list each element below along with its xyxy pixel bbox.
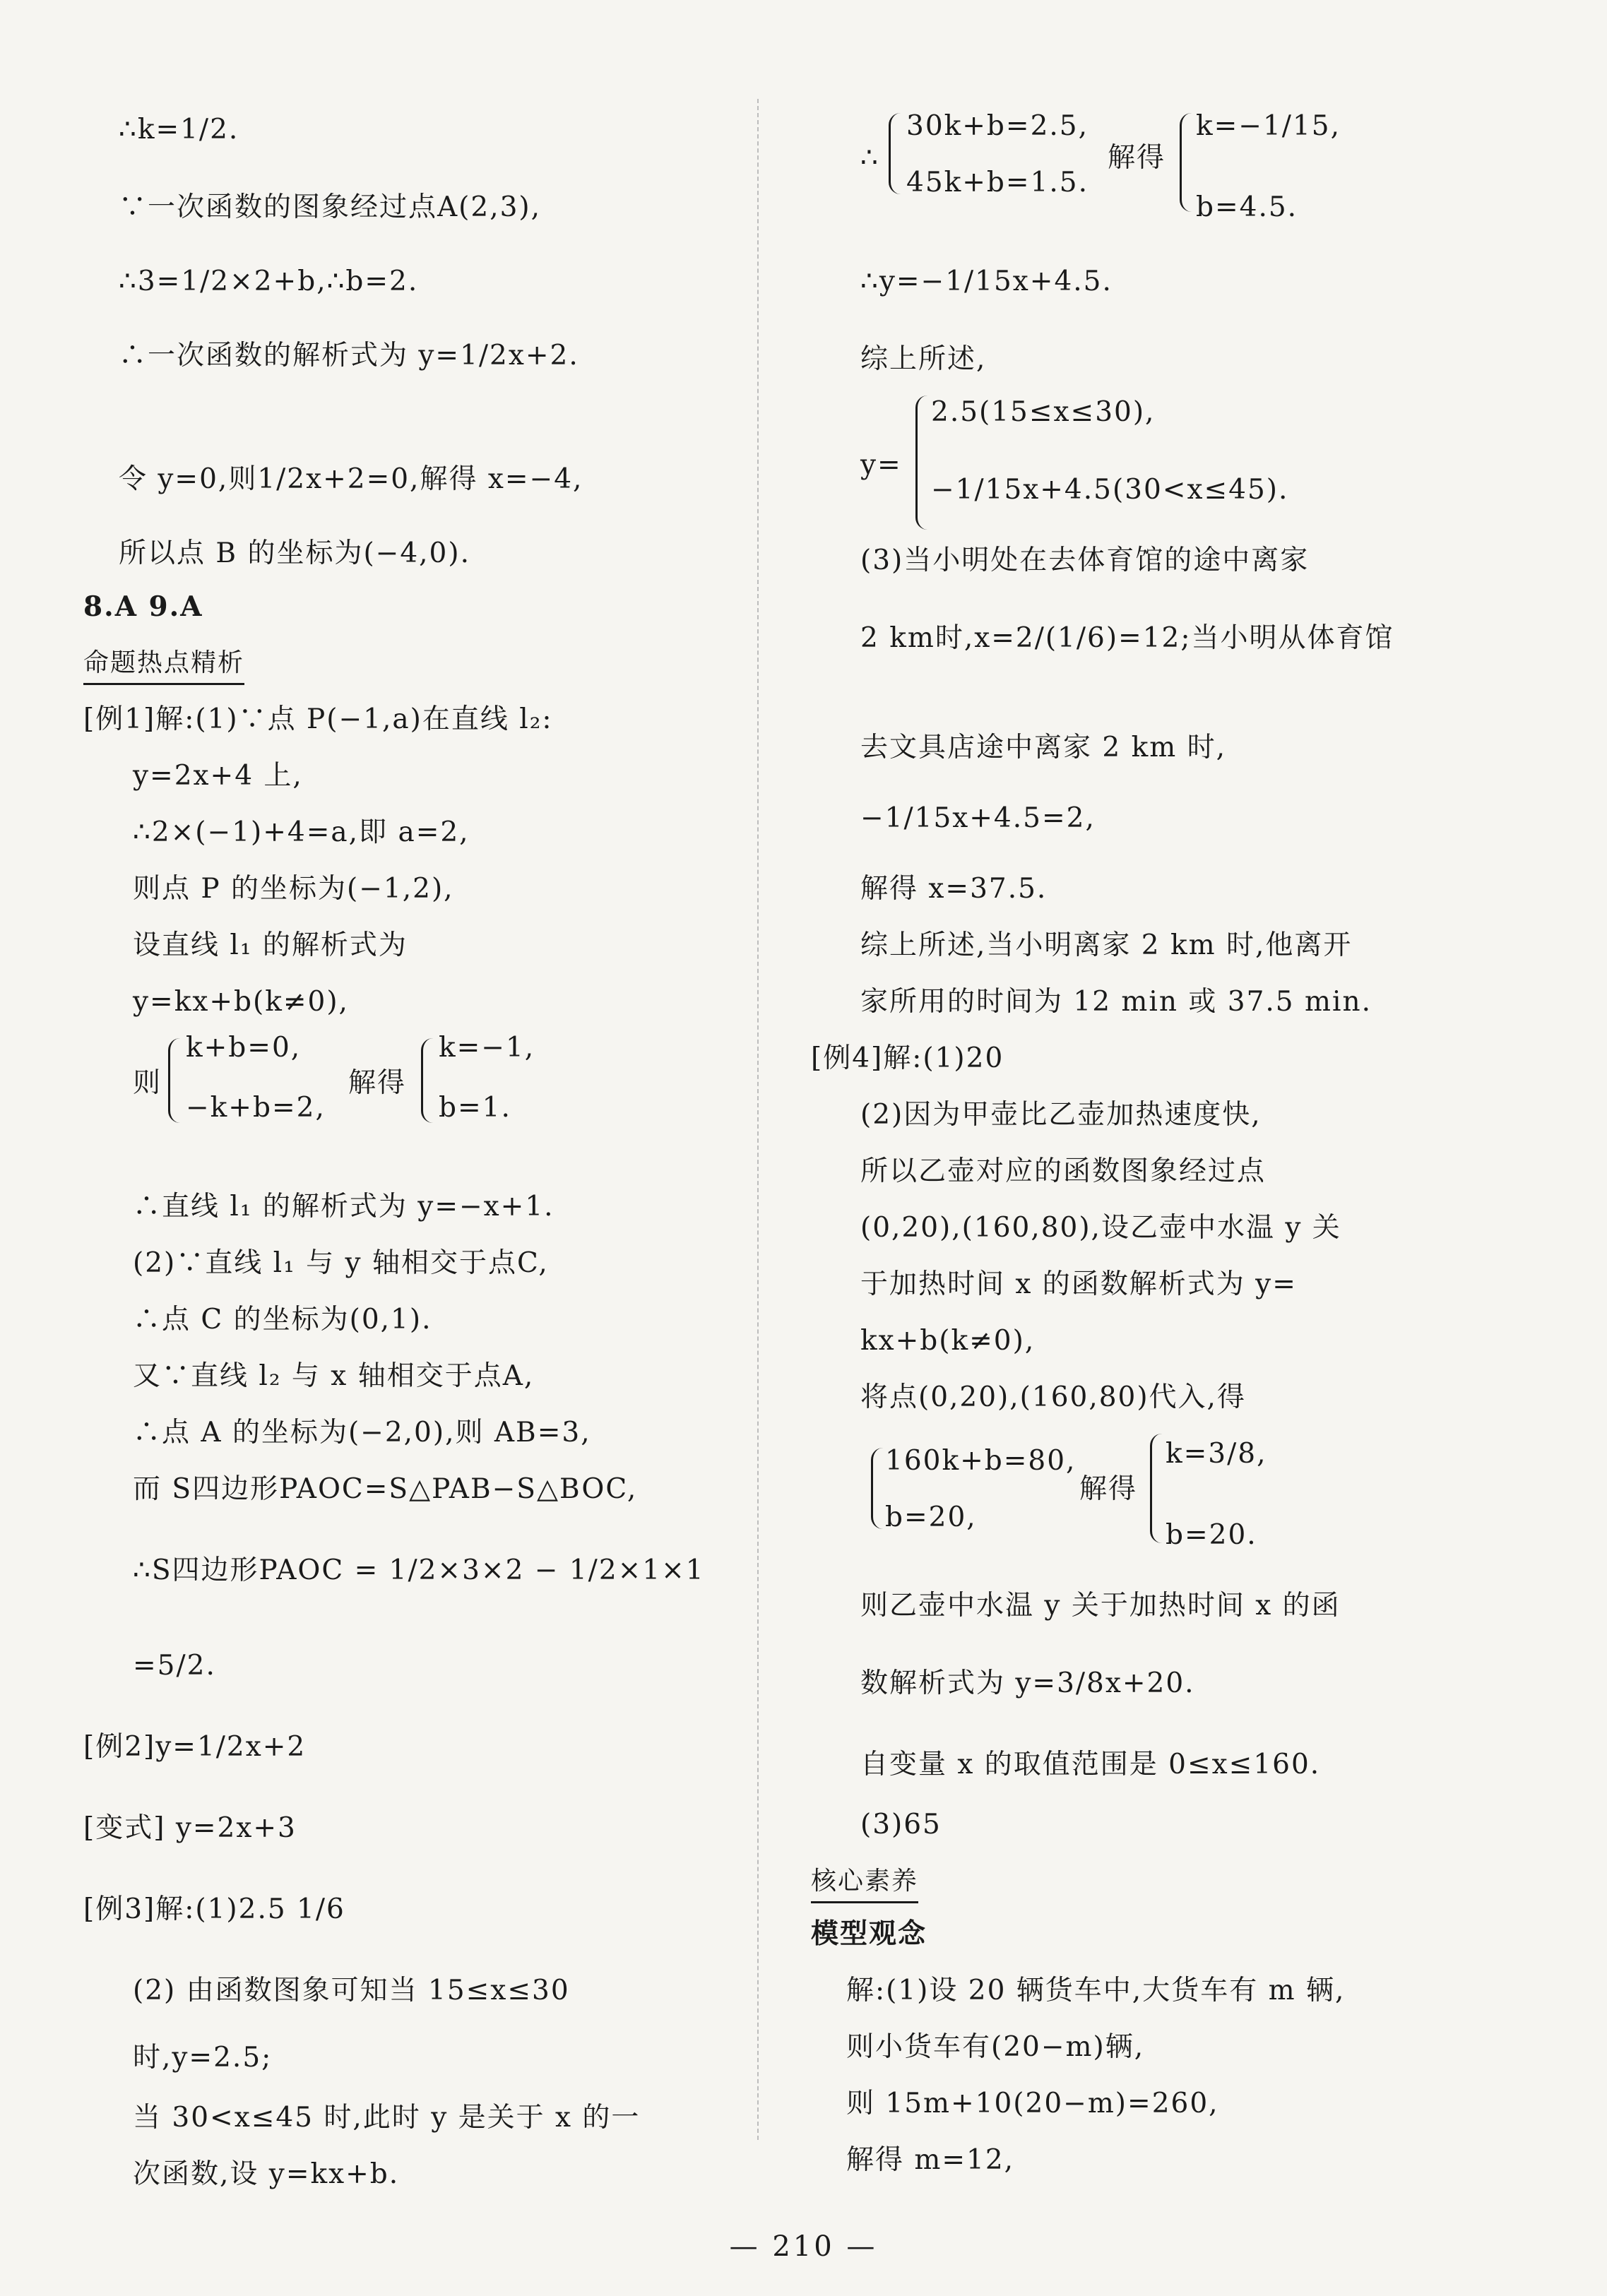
text-line: (2)∵直线 l₁ 与 y 轴相交于点C,: [133, 1247, 549, 1279]
text-line: 所以点 B 的坐标为(−4,0).: [119, 537, 470, 569]
text-line: 当 30<x≤45 时,此时 y 是关于 x 的一: [133, 2102, 641, 2134]
text-line: (2)因为甲壶比乙壶加热速度快,: [860, 1099, 1262, 1131]
text-line: 家所用的时间为 12 min 或 37.5 min.: [860, 986, 1372, 1018]
example-1-line: [例1]解:(1)∵点 P(−1,a)在直线 l₂:: [83, 703, 553, 735]
section-heading: 核心素养: [811, 1864, 918, 1903]
equation-line: k=3/8,: [1166, 1438, 1267, 1470]
equation-line: k=−1,: [439, 1032, 535, 1064]
text-line: (3)当小明处在去体育馆的途中离家: [860, 545, 1310, 576]
text-line: 次函数,设 y=kx+b.: [133, 2158, 400, 2190]
text-line: ∴S四边形PAOC = 1/2×3×2 − 1/2×1×1: [133, 1554, 705, 1586]
text-line: 于加热时间 x 的函数解析式为 y=: [860, 1268, 1297, 1300]
text-line: y=: [860, 449, 902, 481]
text-line: 综上所述,当小明离家 2 km 时,他离开: [860, 929, 1353, 961]
text-line: ∴直线 l₁ 的解析式为 y=−x+1.: [133, 1191, 555, 1223]
left-brace: [871, 1448, 883, 1529]
subsection-heading: 模型观念: [811, 1918, 927, 1950]
text-line: 时,y=2.5;: [133, 2042, 273, 2074]
text-line: 设直线 l₁ 的解析式为: [133, 929, 408, 961]
equation-line: −1/15x+4.5(30<x≤45).: [931, 474, 1289, 506]
equation-line: 160k+b=80,: [885, 1445, 1077, 1477]
left-brace: [168, 1038, 180, 1123]
text-line: ∴k=1/2.: [119, 114, 239, 145]
text-line: ∴一次函数的解析式为 y=1/2x+2.: [119, 340, 579, 371]
text-line: ∴点 A 的坐标为(−2,0),则 AB=3,: [133, 1417, 591, 1449]
text-line: (2) 由函数图象可知当 15≤x≤30: [133, 1975, 570, 2006]
text-line: 数解析式为 y=3/8x+20.: [860, 1667, 1195, 1699]
text-line: ∴点 C 的坐标为(0,1).: [133, 1304, 432, 1336]
text-line: 则乙壶中水温 y 关于加热时间 x 的函: [860, 1590, 1341, 1622]
column-divider: [757, 99, 759, 2140]
text-line: kx+b(k≠0),: [860, 1325, 1036, 1357]
equation-line: −k+b=2,: [186, 1092, 326, 1124]
page-number: — 210 —: [729, 2230, 878, 2263]
section-heading: 命题热点精析: [83, 646, 244, 685]
text-line: 解得: [1108, 142, 1166, 174]
text-line: −1/15x+4.5=2,: [860, 802, 1096, 834]
left-brace: [889, 113, 901, 194]
text-line: (0,20),(160,80),设乙壶中水温 y 关: [860, 1212, 1341, 1244]
text-line: 解得 m=12,: [846, 2144, 1015, 2176]
equation-line: 30k+b=2.5,: [906, 110, 1089, 142]
text-line: =5/2.: [133, 1650, 216, 1682]
equation-line: b=4.5.: [1196, 191, 1298, 223]
answer-line: 8.A 9.A: [83, 590, 203, 623]
equation-line: b=1.: [439, 1092, 511, 1124]
text-line: 解得: [348, 1067, 407, 1099]
example-4-line: [例4]解:(1)20: [811, 1042, 1004, 1074]
text-line: 综上所述,: [860, 343, 987, 375]
text-line: 去文具店途中离家 2 km 时,: [860, 732, 1227, 763]
text-line: 则 15m+10(20−m)=260,: [846, 2088, 1219, 2119]
example-2-line: [例2]y=1/2x+2: [83, 1731, 307, 1763]
text-line: y=kx+b(k≠0),: [133, 986, 349, 1018]
variant-line: [变式] y=2x+3: [83, 1812, 297, 1844]
text-line: 自变量 x 的取值范围是 0≤x≤160.: [860, 1749, 1321, 1780]
text-line: 解得 x=37.5.: [860, 873, 1048, 905]
left-brace: [1150, 1434, 1162, 1543]
left-brace: [421, 1038, 433, 1123]
text-line: 解:(1)设 20 辆货车中,大货车有 m 辆,: [846, 1975, 1346, 2006]
text-line: 又∵直线 l₂ 与 x 轴相交于点A,: [133, 1360, 535, 1392]
text-line: 所以乙壶对应的函数图象经过点: [860, 1155, 1267, 1187]
text-line: y=2x+4 上,: [133, 760, 303, 792]
equation-line: k=−1/15,: [1196, 110, 1341, 142]
text-line: 将点(0,20),(160,80)代入,得: [860, 1381, 1246, 1413]
text-line: ∴: [860, 142, 879, 174]
text-line: 而 S四边形PAOC=S△PAB−S△BOC,: [133, 1473, 638, 1505]
equation-line: 45k+b=1.5.: [906, 167, 1089, 198]
text-line: 解得: [1079, 1473, 1138, 1505]
left-brace: [1180, 113, 1192, 212]
text-line: 令 y=0,则1/2x+2=0,解得 x=−4,: [119, 463, 583, 495]
equation-line: 2.5(15≤x≤30),: [931, 396, 1156, 428]
text-line: ∵一次函数的图象经过点A(2,3),: [119, 191, 542, 223]
equation-line: b=20.: [1166, 1519, 1257, 1551]
text-line: 2 km时,x=2/(1/6)=12;当小明从体育馆: [860, 622, 1394, 654]
text-line: 则: [133, 1067, 162, 1099]
left-brace: [915, 395, 927, 530]
text-line: ∴y=−1/15x+4.5.: [860, 266, 1113, 297]
text-line: ∴2×(−1)+4=a,即 a=2,: [133, 816, 470, 848]
example-3-line: [例3]解:(1)2.5 1/6: [83, 1893, 345, 1925]
text-line: 则小货车有(20−m)辆,: [846, 2031, 1145, 2063]
equation-line: b=20,: [885, 1501, 977, 1533]
text-line: ∴3=1/2×2+b,∴b=2.: [119, 266, 419, 297]
equation-line: k+b=0,: [186, 1032, 302, 1064]
text-line: 则点 P 的坐标为(−1,2),: [133, 873, 454, 905]
text-line: (3)65: [860, 1809, 942, 1840]
